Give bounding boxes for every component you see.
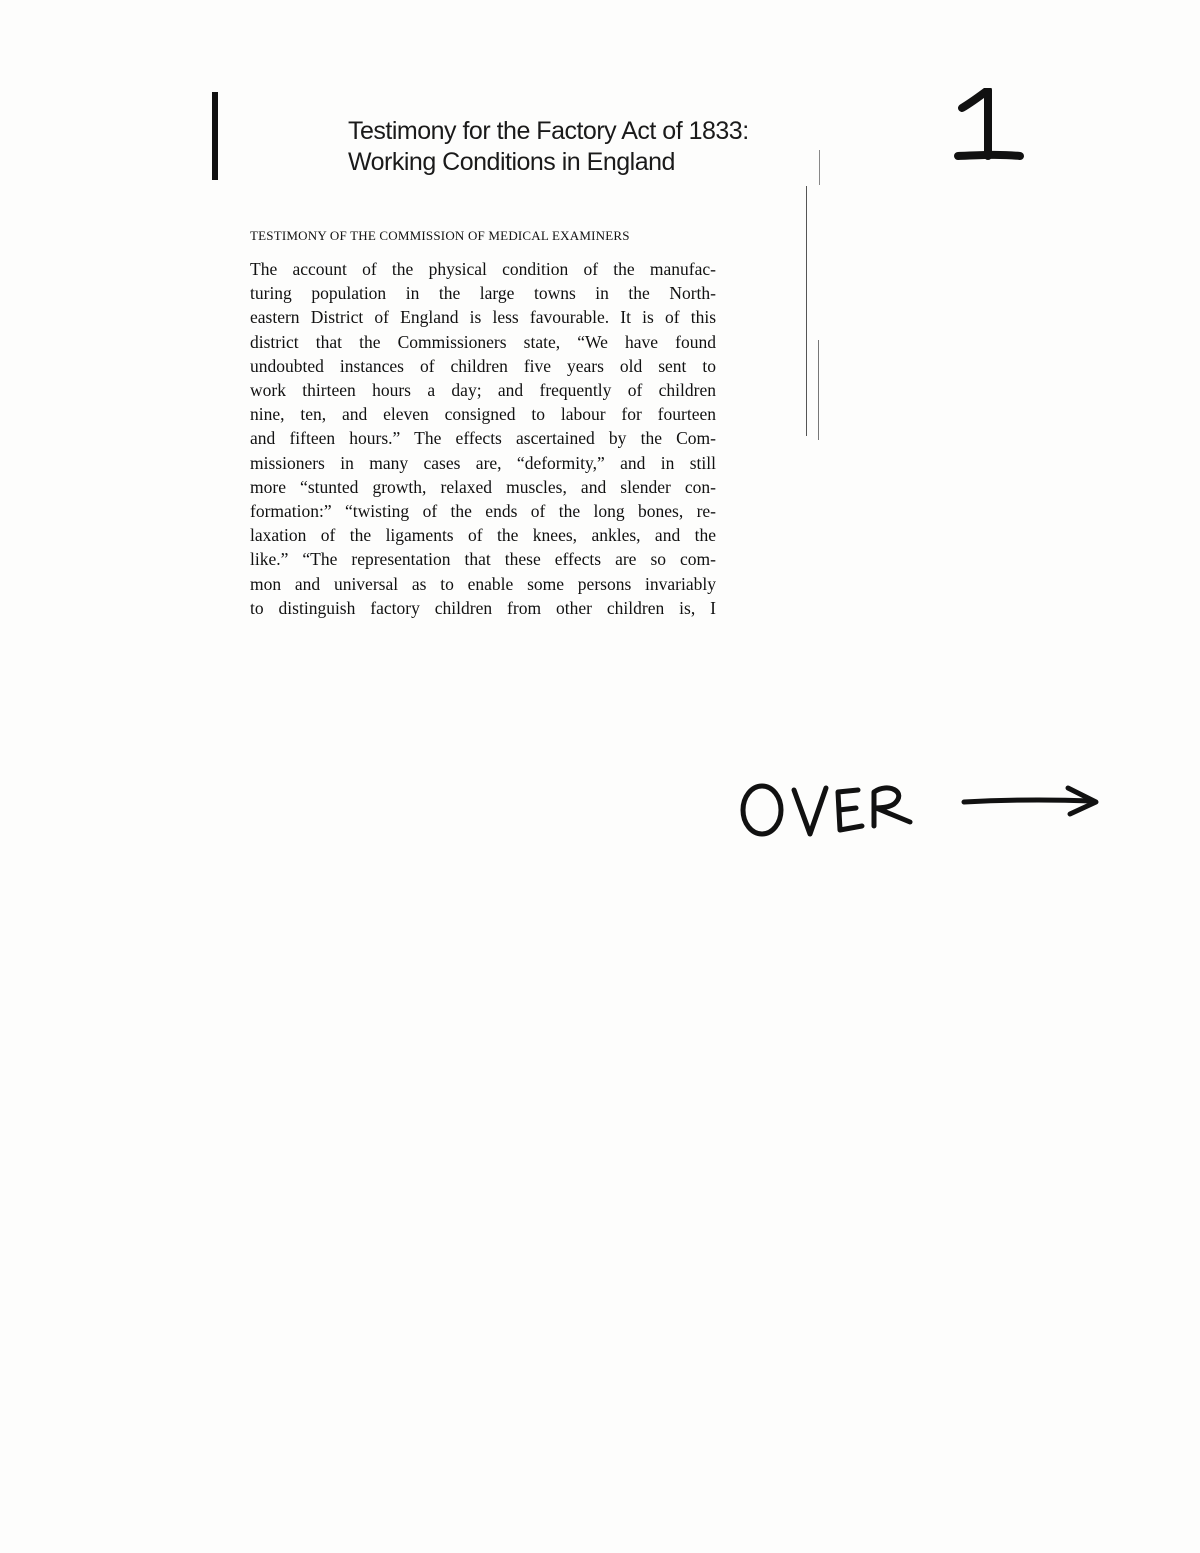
body-line: like.” “The representation that these effects are so com- — [250, 549, 716, 570]
body-line: turing population in the large towns in the North- — [250, 283, 716, 304]
scan-artifact-line — [819, 150, 820, 185]
body-line: more “stunted growth, relaxed muscles, and slender con- — [250, 476, 716, 497]
section-heading: TESTIMONY OF THE COMMISSION OF MEDICAL EXAMINERS — [250, 228, 630, 243]
body-line: laxation of the ligaments of the knees, ankles, and the — [250, 525, 716, 546]
scan-artifact-line — [818, 340, 819, 440]
body-line: to distinguish factory children from other children is, I — [250, 597, 716, 618]
body-line: work thirteen hours a day; and frequently of children — [250, 380, 716, 401]
margin-marker-bar — [212, 92, 218, 180]
body-line: and fifteen hours.” The effects ascertained by the Com- — [250, 428, 716, 449]
document-title — [348, 116, 788, 178]
body-line: mon and universal as to enable some persons invariably — [250, 573, 716, 594]
body-line: nine, ten, and eleven consigned to labour for fourteen — [250, 404, 716, 425]
body-paragraph — [250, 257, 716, 620]
handwritten-page-number — [950, 88, 1030, 168]
body-line: eastern District of England is less favourable. It is of this — [250, 307, 716, 328]
body-line: formation:” “twisting of the ends of the long bones, re- — [250, 501, 716, 522]
handwritten-over-note — [738, 768, 928, 863]
body-line: missioners in many cases are, “deformity,” and in still — [250, 452, 716, 473]
body-line: The account of the physical condition of the manufac- — [250, 259, 716, 279]
title-line-1: Testimony for the Factory Act of 1833: — [348, 117, 749, 145]
body-line: undoubted instances of children five years old sent to — [250, 355, 716, 376]
scan-artifact-line — [806, 186, 807, 436]
right-arrow-icon — [960, 778, 1110, 828]
over-handwriting — [738, 768, 928, 858]
body-line: district that the Commissioners state, “We have found — [250, 331, 716, 352]
title-line-2: Working Conditions in England — [348, 148, 675, 176]
